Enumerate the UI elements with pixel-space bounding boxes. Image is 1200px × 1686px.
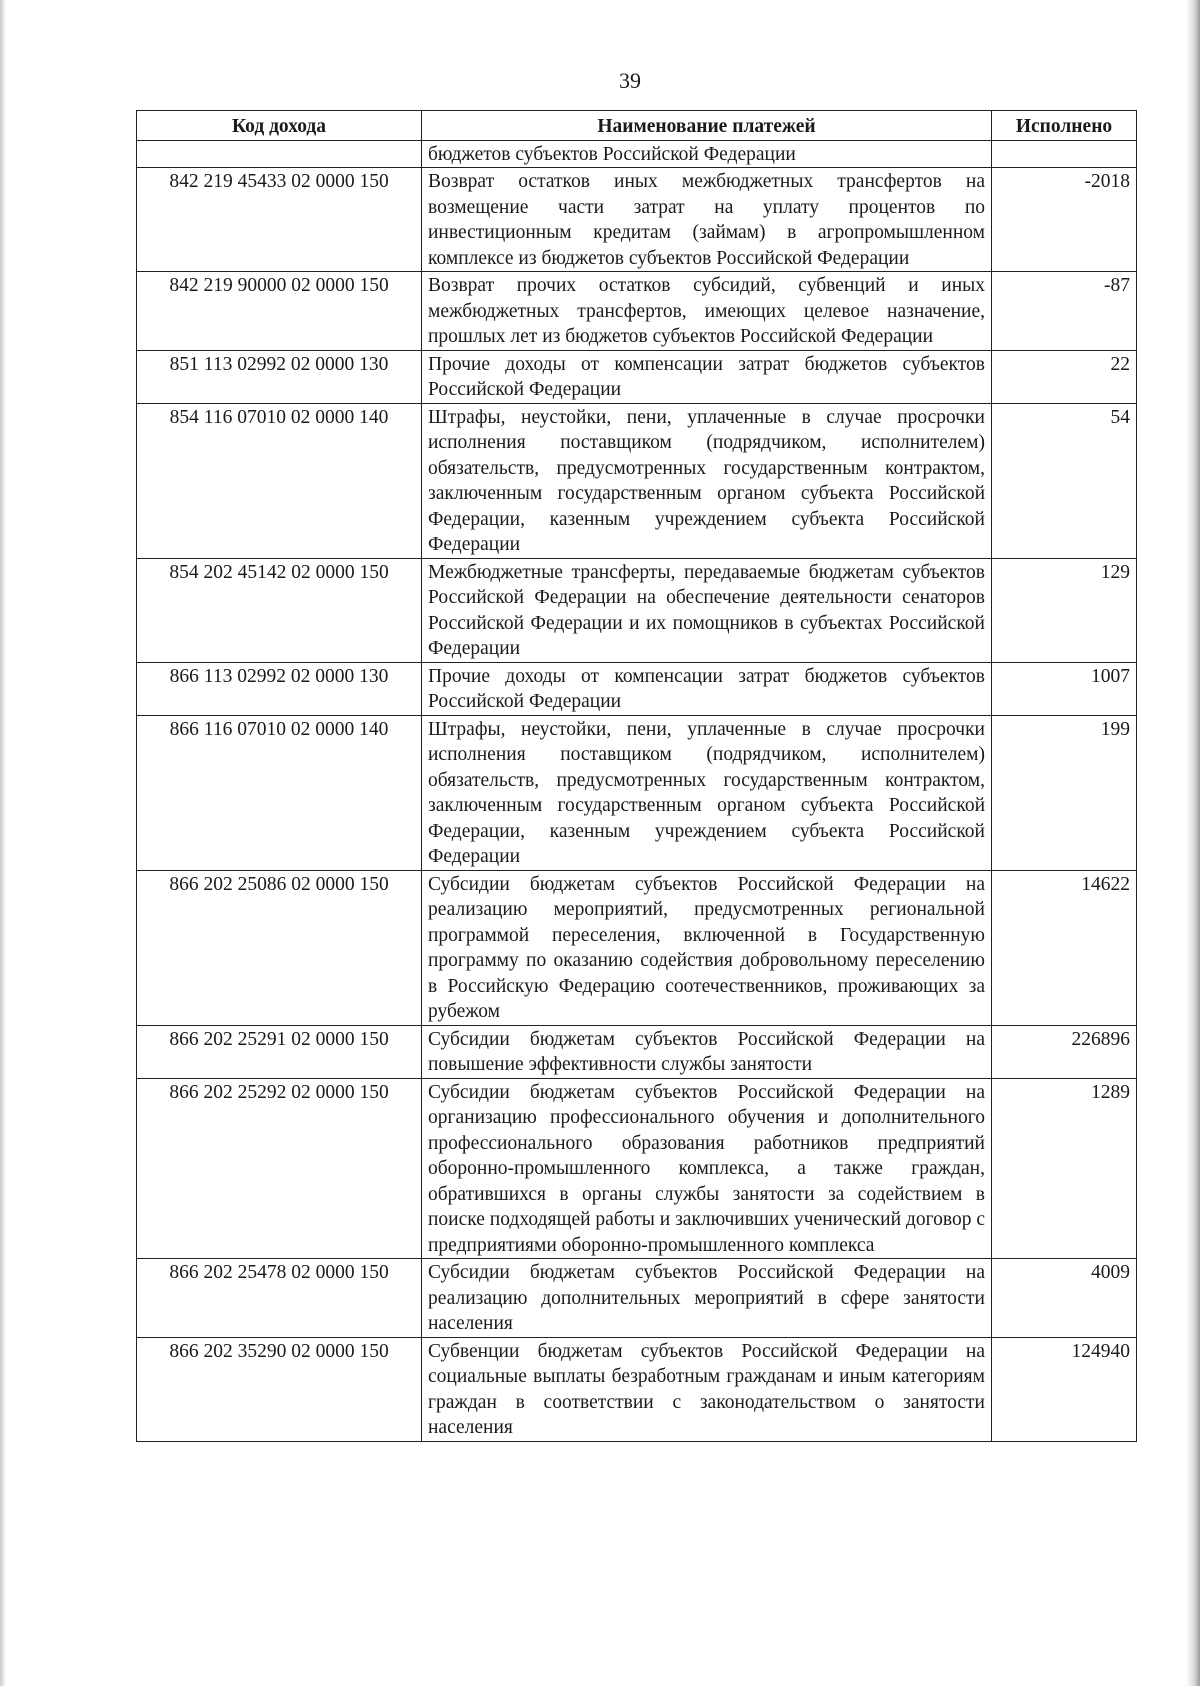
revenue-code: 854 202 45142 02 0000 150: [137, 558, 422, 662]
amount-executed: -2018: [992, 168, 1137, 272]
payment-name: Субвенции бюджетам субъектов Российской Федерации на социальные выплаты безработным гражданам и иным категориям граждан в соответствии с законодательством о занятости населения: [422, 1337, 992, 1441]
revenue-code: 866 113 02992 02 0000 130: [137, 662, 422, 715]
table-row: [137, 403, 1137, 558]
revenue-code: 866 116 07010 02 0000 140: [137, 715, 422, 870]
header-code: Код дохода: [137, 111, 422, 141]
revenue-code: 842 219 45433 02 0000 150: [137, 168, 422, 272]
payment-name: Субсидии бюджетам субъектов Российской Федерации на повышение эффективности службы занятости: [422, 1025, 992, 1078]
revenue-code: 851 113 02992 02 0000 130: [137, 350, 422, 403]
amount-executed: 124940: [992, 1337, 1137, 1441]
payment-name: Прочие доходы от компенсации затрат бюджетов субъектов Российской Федерации: [422, 662, 992, 715]
revenue-code: 854 116 07010 02 0000 140: [137, 403, 422, 558]
payment-name: Субсидии бюджетам субъектов Российской Федерации на реализацию мероприятий, предусмотренных региональной программой переселения, включенной в Государственную программу по оказанию содействия добровольному переселению в Российскую Федерацию соотечественников, проживающих за рубежом: [422, 870, 992, 1025]
amount-executed: 4009: [992, 1259, 1137, 1338]
payment-name: Возврат прочих остатков субсидий, субвенций и иных межбюджетных трансфертов, имеющих целевое назначение, прошлых лет из бюджетов субъектов Российской Федерации: [422, 272, 992, 351]
revenue-code: 866 202 25478 02 0000 150: [137, 1259, 422, 1338]
table-row: [137, 1078, 1137, 1259]
table-row: [137, 272, 1137, 351]
table-row: [137, 1259, 1137, 1338]
table-row: [137, 1025, 1137, 1078]
header-name: Наименование платежей: [422, 111, 992, 141]
revenue-code: 842 219 90000 02 0000 150: [137, 272, 422, 351]
payment-name: Штрафы, неустойки, пени, уплаченные в случае просрочки исполнения поставщиком (подрядчиком, исполнителем) обязательств, предусмотренных государственным контрактом, заключенным государственным органом субъекта Российской Федерации, казенным учреждением субъекта Российской Федерации: [422, 715, 992, 870]
amount-executed: 14622: [992, 870, 1137, 1025]
table-row: [137, 140, 1137, 168]
table-row: [137, 870, 1137, 1025]
revenue-code: 866 202 25086 02 0000 150: [137, 870, 422, 1025]
table-row: [137, 350, 1137, 403]
payment-name: Межбюджетные трансферты, передаваемые бюджетам субъектов Российской Федерации на обеспечение деятельности сенаторов Российской Федерации и их помощников в субъектах Российской Федерации: [422, 558, 992, 662]
page-number: 39: [619, 68, 641, 93]
table-row: [137, 662, 1137, 715]
amount-executed: 226896: [992, 1025, 1137, 1078]
revenue-code: 866 202 35290 02 0000 150: [137, 1337, 422, 1441]
table-row: [137, 168, 1137, 272]
table-row: [137, 558, 1137, 662]
revenue-table: [136, 110, 1137, 1442]
scan-edge-right: [1186, 0, 1200, 1686]
amount-executed: [992, 140, 1137, 168]
payment-name: Субсидии бюджетам субъектов Российской Федерации на реализацию дополнительных мероприятий в сфере занятости населения: [422, 1259, 992, 1338]
revenue-code: 866 202 25291 02 0000 150: [137, 1025, 422, 1078]
revenue-code: [137, 140, 422, 168]
payment-name: Штрафы, неустойки, пени, уплаченные в случае просрочки исполнения поставщиком (подрядчиком, исполнителем) обязательств, предусмотренных государственным контрактом, заключенным государственным органом субъекта Российской Федерации, казенным учреждением субъекта Российской Федерации: [422, 403, 992, 558]
amount-executed: 54: [992, 403, 1137, 558]
amount-executed: 1289: [992, 1078, 1137, 1259]
table-row: [137, 715, 1137, 870]
payment-name: бюджетов субъектов Российской Федерации: [422, 140, 992, 168]
amount-executed: -87: [992, 272, 1137, 351]
payment-name: Субсидии бюджетам субъектов Российской Федерации на организацию профессионального обучения и дополнительного профессионального образования работников предприятий оборонно-промышленного комплекса, а также граждан, обратившихся в органы службы занятости за содействием в поиске подходящей работы и заключивших ученический договор с предприятиями оборонно-промышленного комплекса: [422, 1078, 992, 1259]
payment-name: Прочие доходы от компенсации затрат бюджетов субъектов Российской Федерации: [422, 350, 992, 403]
revenue-code: 866 202 25292 02 0000 150: [137, 1078, 422, 1259]
header-amount: Исполнено: [992, 111, 1137, 141]
amount-executed: 22: [992, 350, 1137, 403]
table-header-row: [137, 111, 1137, 141]
table-row: [137, 1337, 1137, 1441]
scan-edge-left: [0, 0, 6, 1686]
amount-executed: 199: [992, 715, 1137, 870]
amount-executed: 129: [992, 558, 1137, 662]
payment-name: Возврат остатков иных межбюджетных трансфертов на возмещение части затрат на уплату процентов по инвестиционным кредитам (займам) в агропромышленном комплексе из бюджетов субъектов Российской Федерации: [422, 168, 992, 272]
amount-executed: 1007: [992, 662, 1137, 715]
